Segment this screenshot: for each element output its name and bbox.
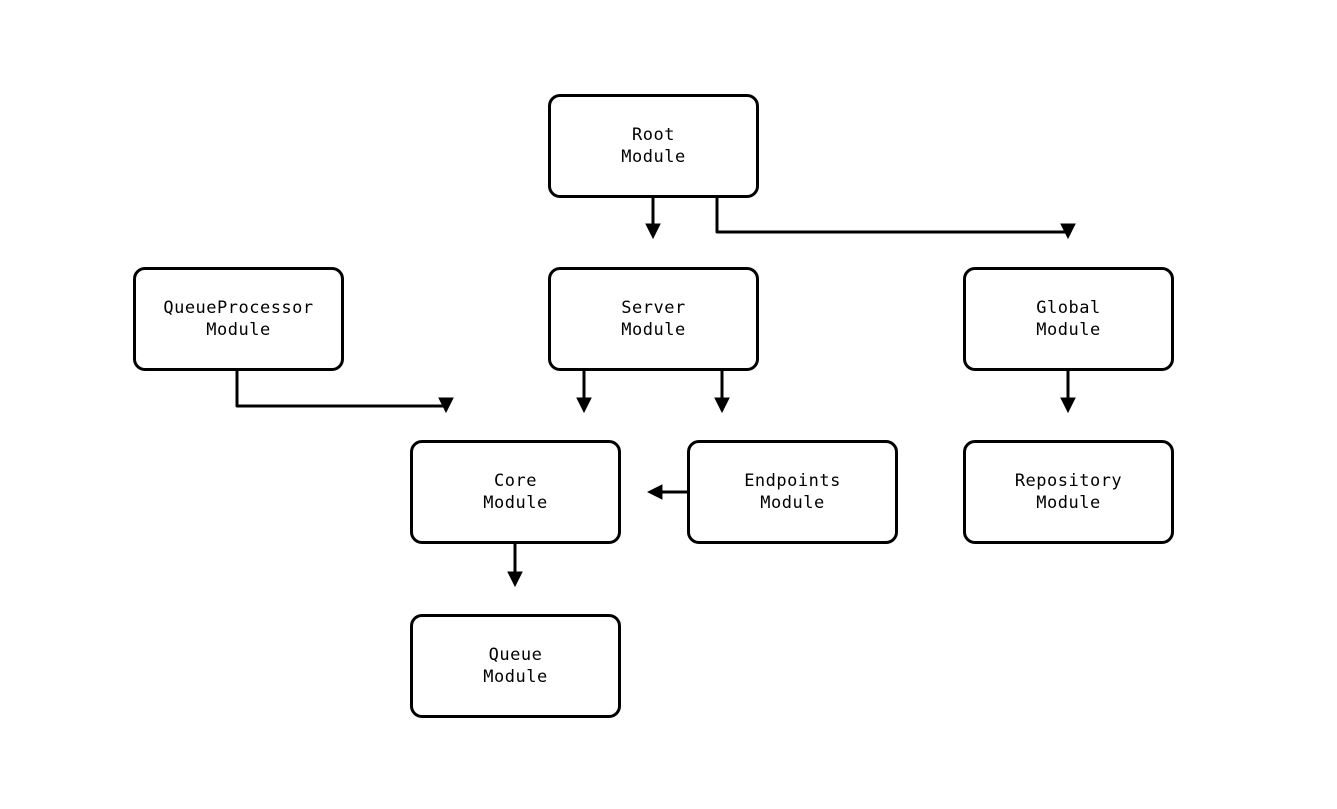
node-server-label-line1: Server [621,298,686,318]
node-global-label-line1: Global [1036,298,1101,318]
node-root-label-line2: Module [621,147,686,167]
node-global[interactable] [963,267,1174,371]
node-queue[interactable] [410,614,621,718]
node-server[interactable] [548,267,759,371]
node-root[interactable] [548,94,759,198]
node-core-label-line2: Module [483,493,548,513]
node-repository-label-line2: Module [1036,493,1101,513]
node-queueprocessor[interactable] [133,267,344,371]
node-queueprocessor-label-line2: Module [206,320,271,340]
node-global-label-line2: Module [1036,320,1101,340]
node-repository-label-line1: Repository [1014,471,1123,491]
node-core-label-line1: Core [494,471,537,491]
node-queue-label-line1: Queue [488,645,543,665]
node-endpoints[interactable] [687,440,898,544]
edge-queueprocessor-to-core [237,371,446,410]
node-repository[interactable] [963,440,1174,544]
node-root-label-line1: Root [632,125,675,145]
node-server-label-line2: Module [621,320,686,340]
node-core[interactable] [410,440,621,544]
edge-root-to-global [717,198,1068,236]
node-queueprocessor-label-line1: QueueProcessor [163,298,314,318]
node-queue-label-line2: Module [483,667,548,687]
node-endpoints-label-line2: Module [760,493,825,513]
node-endpoints-label-line1: Endpoints [744,471,841,491]
